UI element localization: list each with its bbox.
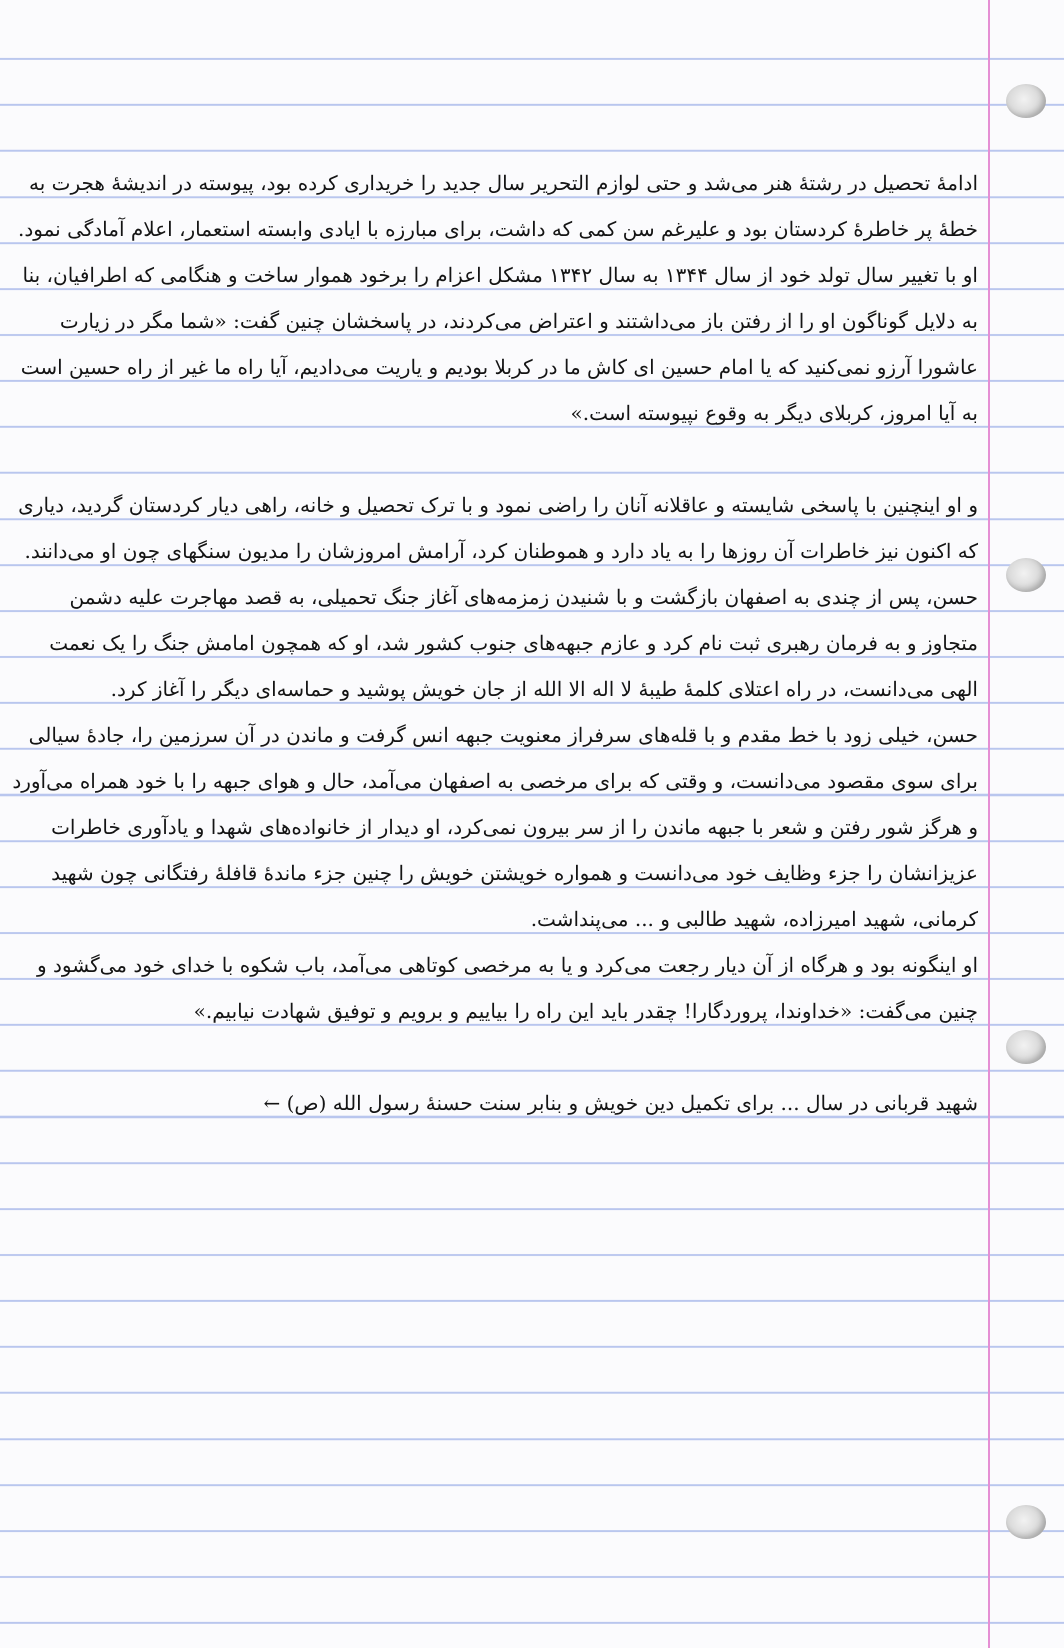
paragraph: شهید قربانی در سال ... برای تکمیل دین خویش و بنابر سنت حسنهٔ رسول الله (ص) ← [263,1091,978,1115]
paragraph: ادامهٔ تحصیل در رشتهٔ هنر می‌شد و حتی لوازم التحریر سال جدید را خریداری کرده بود، پیوسته در اندیشهٔ هجرت به خطهٔ پر خاطرهٔ کردستان بود و علیرغم سن کمی که داشت، برای مبارزه با ایادی وابسته استعمار، اعلام آمادگی نمود. او با تغییر سال تولد خود از سال ۱۳۴۴ به سال ۱۳۴۲ مشکل اعزام را برخود هموار ساخت و هنگامی که اطرافیان، بنا به دلایل گوناگون او را از رفتن باز می‌داشتند و اعتراض می‌کردند، در پاسخشان چنین گفت: «شما مگر در زیارت عاشورا آرزو نمی‌کنید که یا امام حسین ای کاش ما در کربلا بودیم و یاریت می‌دادیم، آیا راه ما غیر از راه حسین است به آیا امروز، کربلای دیگر به وقوع نپیوسته است.» [18,171,978,425]
punch-hole [1006,84,1046,118]
punch-hole [1006,558,1046,592]
margin-line [988,0,990,1648]
paragraph: او اینگونه بود و هرگاه از آن دیار رجعت می‌کرد و یا به مرخصی کوتاهی می‌آمد، باب شکوه با خدای خود می‌گشود و چنین می‌گفت: «خداوندا، پروردگارا! چقدر باید این راه را بیاییم و برویم و توفیق شهادت نیابیم.» [36,953,978,1023]
punch-hole [1006,1030,1046,1064]
paragraph: و او اینچنین با پاسخی شایسته و عاقلانه آنان را راضی نمود و با ترک تحصیل و خانه، راهی دیار کردستان گردید، دیاری که اکنون نیز خاطرات آن روزها را به یاد دارد و هموطنان کرد، آرامش امروزشان را مدیون سنگهای چون او می‌دانند. [18,493,978,563]
handwritten-text [12,160,978,1126]
punch-hole [1006,1505,1046,1539]
paragraph: حسن، خیلی زود با خط مقدم و با قله‌های سرفراز معنویت جبهه انس گرفت و ماندن در آن سرزمین را، جادهٔ سیالی برای سوی مقصود می‌دانست، و وقتی که برای مرخصی به اصفهان می‌آمد، حال و هوای جبهه را با خود همراه می‌آورد و هرگز شور رفتن و شعر با جبهه ماندن را از سر بیرون نمی‌کرد، او دیدار از خانواده‌های شهدا و یادآوری خاطرات عزیزانشان را جزء وظایف خود می‌دانست و همواره خویشتن خویش را چنین جزء ماندهٔ قافلهٔ رفتگانی چون شهید کرمانی، شهید امیرزاده، شهید طالبی و ... می‌پنداشت. [12,723,978,931]
paragraph: حسن، پس از چندی به اصفهان بازگشت و با شنیدن زمزمه‌های آغاز جنگ تحمیلی، به قصد مهاجرت علیه دشمن متجاوز و به فرمان رهبری ثبت نام کرد و عازم جبهه‌های جنوب کشور شد، او که همچون امامش جنگ را یک نعمت الهی می‌دانست، در راه اعتلای کلمهٔ طیبهٔ لا اله الا الله از جان خویش پوشید و حماسه‌ای دیگر را آغاز کرد. [49,585,978,701]
